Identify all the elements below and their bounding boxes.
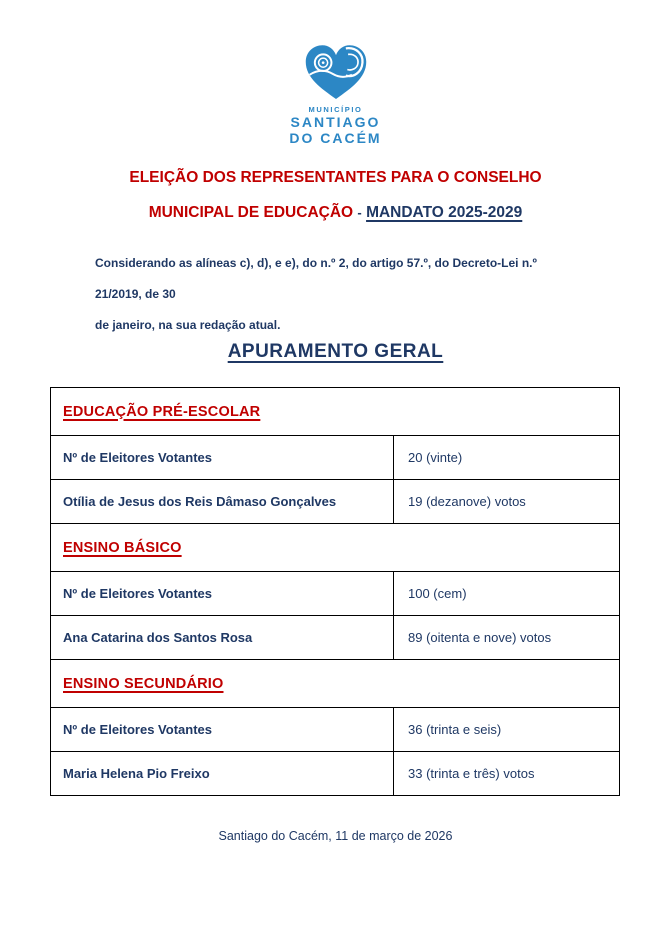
title-line2-red: MUNICIPAL DE EDUCAÇÃO — [148, 204, 354, 221]
table-row — [51, 480, 620, 524]
row-label: Nº de Eleitores Votantes — [51, 572, 394, 616]
title-line2 — [0, 204, 671, 222]
results-table — [50, 387, 620, 796]
section-title-pre-escolar: EDUCAÇÃO PRÉ-ESCOLAR — [63, 403, 261, 420]
municipality-logo — [0, 40, 671, 146]
section-header-row — [51, 388, 620, 436]
table-row — [51, 436, 620, 480]
title-mandate: MANDATO 2025-2029 — [366, 204, 523, 221]
document-title — [0, 169, 671, 222]
row-value: 33 (trinta e três) votos — [394, 752, 620, 796]
title-line1: ELEIÇÃO DOS REPRESENTANTES PARA O CONSELHO — [129, 169, 542, 186]
row-value: 19 (dezanove) votos — [394, 480, 620, 524]
heart-wave-logo-icon — [297, 40, 375, 102]
logo-name-line2: DO CACÉM — [289, 130, 382, 147]
table-row — [51, 708, 620, 752]
title-dash: - — [357, 205, 362, 220]
section-title-ensino-basico: ENSINO BÁSICO — [63, 539, 182, 556]
row-value: 20 (vinte) — [394, 436, 620, 480]
apuramento-heading: APURAMENTO GERAL — [227, 341, 444, 362]
section-title-ensino-secundario: ENSINO SECUNDÁRIO — [63, 675, 224, 692]
row-label: Maria Helena Pio Freixo — [51, 752, 394, 796]
row-label: Ana Catarina dos Santos Rosa — [51, 616, 394, 660]
row-value: 100 (cem) — [394, 572, 620, 616]
logo-municipio-text: MUNICÍPIO — [308, 105, 363, 114]
footer-dateline: Santiago do Cacém, 11 de março de 2026 — [218, 829, 453, 843]
row-value: 36 (trinta e seis) — [394, 708, 620, 752]
row-label: Nº de Eleitores Votantes — [51, 436, 394, 480]
logo-name-line1: SANTIAGO — [290, 114, 381, 130]
intro-paragraph — [95, 248, 585, 342]
table-row — [51, 616, 620, 660]
table-row — [51, 572, 620, 616]
intro-line2: de janeiro, na sua redação atual. — [95, 318, 281, 333]
intro-line1: Considerando as alíneas c), d), e e), do n.º 2, do artigo 57.º, do Decreto-Lei n.º 21/2019, de 30 — [95, 256, 537, 302]
table-row — [51, 752, 620, 796]
section-header-row — [51, 660, 620, 708]
row-label: Nº de Eleitores Votantes — [51, 708, 394, 752]
row-value: 89 (oitenta e nove) votos — [394, 616, 620, 660]
row-label: Otília de Jesus dos Reis Dâmaso Gonçalves — [51, 480, 394, 524]
section-header-row — [51, 524, 620, 572]
